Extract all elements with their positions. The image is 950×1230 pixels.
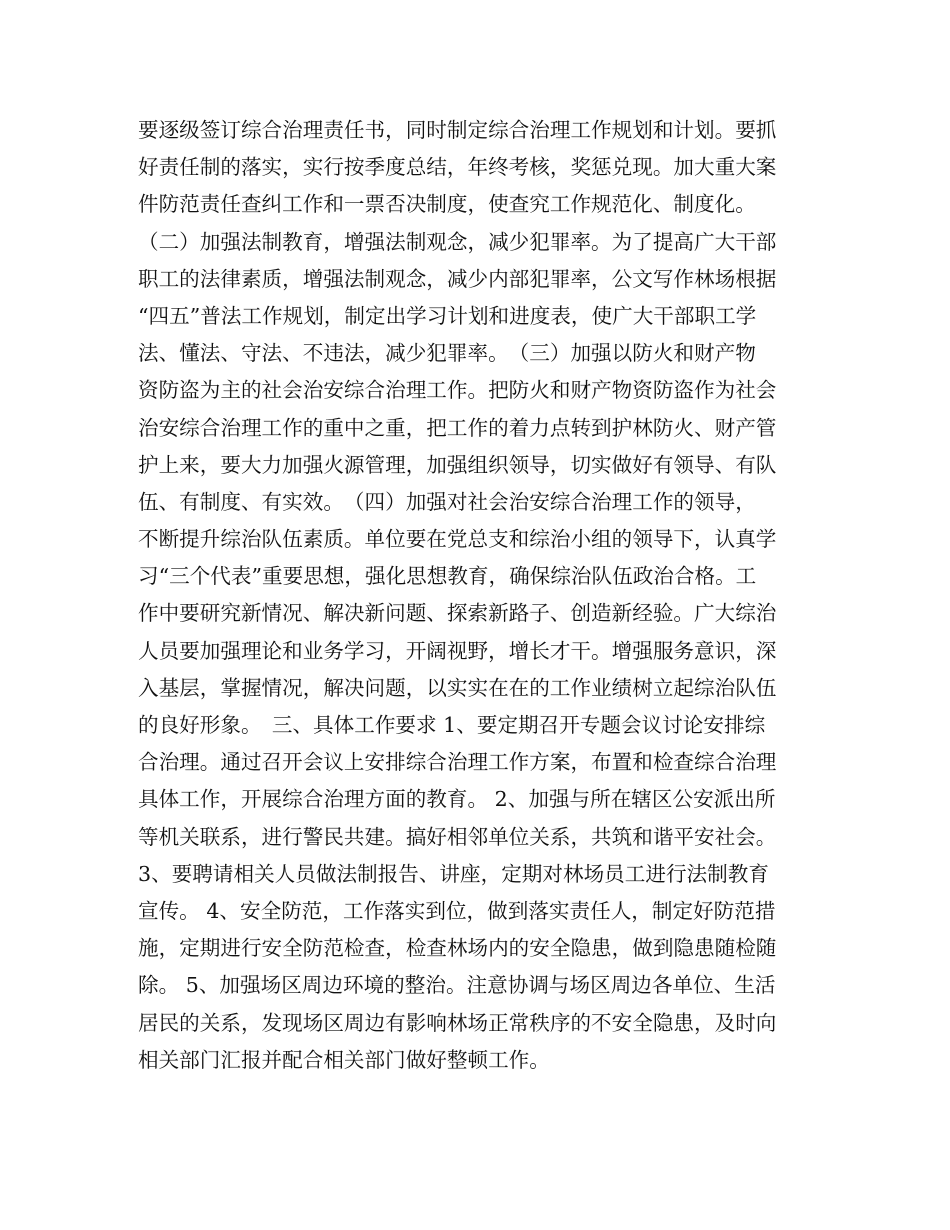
text-line-8: 资防盗为主的社会治安综合治理工作。把防火和财产物资防盗作为社会 <box>138 378 777 403</box>
text-line-7: 法、懂法、守法、不违法，减少犯罪率。 （三）加强以防火和财产物 <box>138 341 756 366</box>
text-line-2: 好责任制的落实，实行按季度总结，年终考核，奖惩兑现。加大重大案 <box>138 155 777 180</box>
text-line-9: 治安综合治理工作的重中之重，把工作的着力点转到护林防火、财产管 <box>138 415 777 440</box>
text-line-26: 相关部门汇报并配合相关部门做好整顿工作。 <box>138 1047 550 1072</box>
text-line-1: 要逐级签订综合治理责任书，同时制定综合治理工作规划和计划。要抓 <box>138 118 777 142</box>
text-line-5: 职工的法律素质，增强法制观念，减少内部犯罪率，公文写作林场根据 <box>138 266 777 291</box>
text-line-14: 作中要研究新情况、解决新问题、探索新路子、创造新经验。广大综治 <box>138 601 777 626</box>
text-line-15: 人员要加强理论和业务学习，开阔视野，增长才干。增强服务意识，深 <box>138 638 777 663</box>
text-line-13: 习“三个代表”重要思想，强化思想教育，确保综治队伍政治合格。工 <box>138 564 757 589</box>
text-line-6: “四五”普法工作规划，制定出学习计划和进度表，使广大干部职工学 <box>138 303 757 328</box>
text-line-24: 除。 5、加强场区周边环境的整治。注意协调与场区周边各单位、生活 <box>138 973 776 998</box>
text-line-17: 的良好形象。 三、具体工作要求 1、要定期召开专题会议讨论安排综 <box>138 713 766 737</box>
text-line-21: 3、要聘请相关人员做法制报告、讲座，定期对林场员工进行法制教育 <box>138 861 769 886</box>
text-line-19: 具体工作，开展综合治理方面的教育。 2、加强与所在辖区公安派出所 <box>138 787 776 812</box>
text-line-4: （二）加强法制教育，增强法制观念，减少犯罪率。为了提高广大干部 <box>138 229 777 254</box>
text-line-11: 伍、有制度、有实效。 （四）加强对社会治安综合治理工作的领导， <box>138 489 756 514</box>
text-line-20: 等机关联系，进行警民共建。搞好相邻单位关系，共筑和谐平安社会。 <box>138 824 777 849</box>
text-line-10: 护上来，要大力加强火源管理，加强组织领导，切实做好有领导、有队 <box>138 452 777 477</box>
text-line-12: 不断提升综治队伍素质。单位要在党总支和综治小组的领导下，认真学 <box>138 527 777 552</box>
text-line-23: 施，定期进行安全防范检查，检查林场内的安全隐患，做到隐患随检随 <box>138 936 777 961</box>
text-line-22: 宣传。 4、安全防范，工作落实到位，做到落实责任人，制定好防范措 <box>138 898 776 923</box>
body-text <box>138 112 818 1079</box>
text-line-25: 居民的关系，发现场区周边有影响林场正常秩序的不安全隐患，及时向 <box>138 1010 777 1035</box>
text-line-3: 件防范责任查纠工作和一票否决制度，使查究工作规范化、制度化。 <box>138 192 756 217</box>
text-line-16: 入基层，掌握情况，解决问题，以实实在在的工作业绩树立起综治队伍 <box>138 675 777 700</box>
text-line-18: 合治理。通过召开会议上安排综合治理工作方案，布置和检查综合治理 <box>138 750 777 775</box>
